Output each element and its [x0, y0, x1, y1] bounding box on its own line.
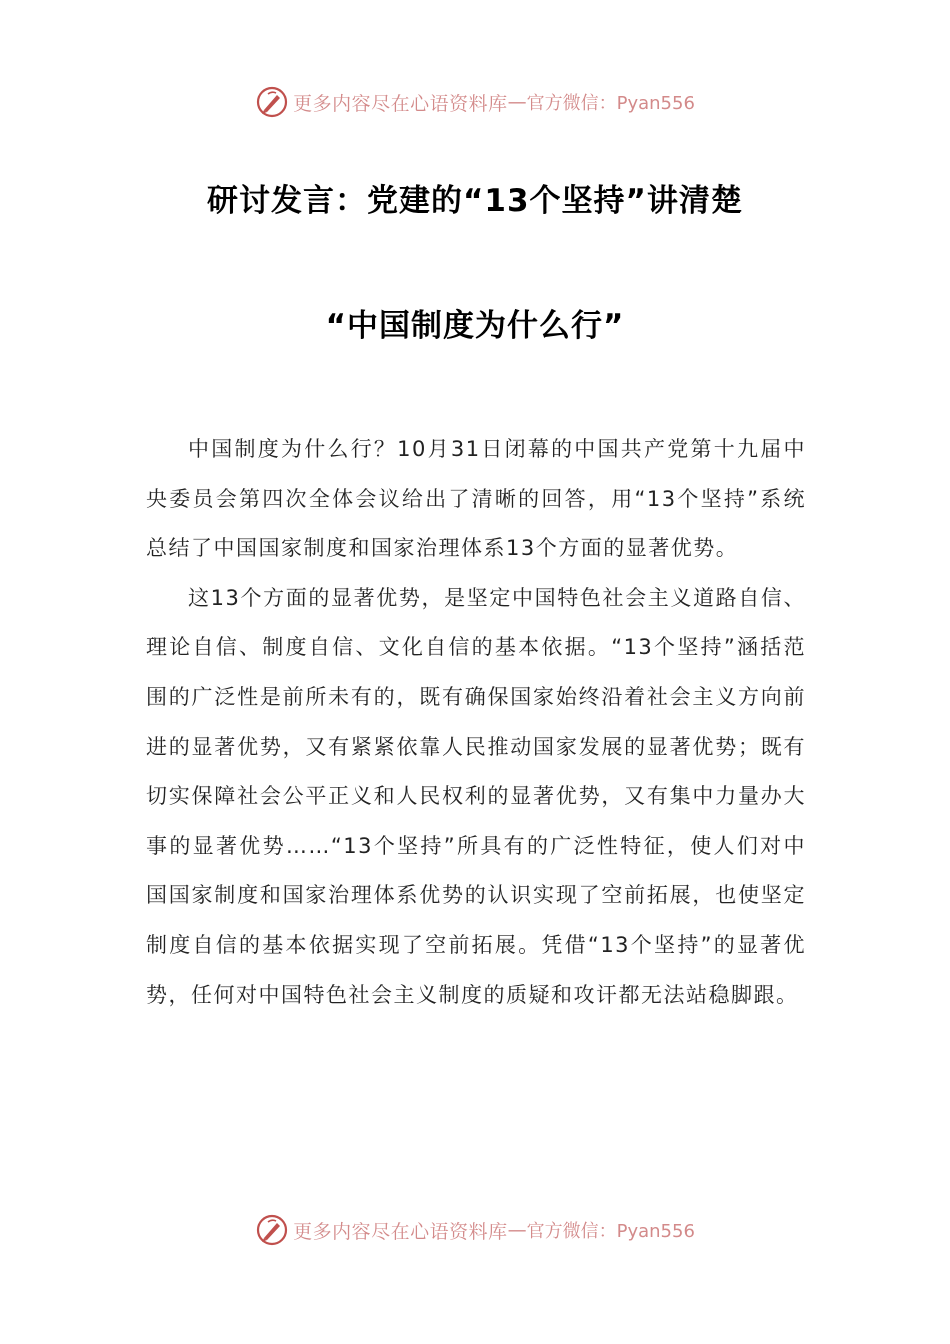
pen-nib-logo-icon: [255, 85, 289, 119]
header-banner: [0, 82, 950, 122]
document-title-line1: 研讨发言：党建的“13个坚持”讲清楚: [207, 183, 743, 219]
body-paragraph-1: 中国制度为什么行？10月31日闭幕的中国共产党第十九届中央委员会第四次全体会议给出了清晰的回答，用“13个坚持”系统总结了中国国家制度和国家治理体系13个方面的显著优势。: [146, 437, 806, 561]
footer-banner-separator: —: [507, 1219, 527, 1241]
header-banner-separator: —: [507, 91, 527, 113]
body-paragraph-2: 这13个方面的显著优势，是坚定中国特色社会主义道路自信、理论自信、制度自信、文化自信的基本依据。“13个坚持”涵括范围的广泛性是前所未有的，既有确保国家始终沿着社会主义方向前进的显著优势，又有紧紧依靠人民推动国家发展的显著优势；既有切实保障社会公平正义和人民权利的显著优势，又有集中力量办大事的显著优势……“13个坚持”所具有的广泛性特征，使人们对中国国家制度和国家治理体系优势的认识实现了空前拓展，也使坚定制度自信的基本依据实现了空前拓展。凭借“13个坚持”的显著优势，任何对中国特色社会主义制度的质疑和攻讦都无法站稳脚跟。: [146, 585, 806, 1007]
header-banner-contact: 官方微信：Pyan556: [526, 93, 695, 114]
footer-banner-contact: 官方微信：Pyan556: [526, 1221, 695, 1242]
pen-nib-logo-icon: [255, 1213, 289, 1247]
document-body: [146, 425, 806, 1020]
document-title-line2: “中国制度为什么行”: [325, 308, 625, 344]
header-banner-text: 更多内容尽在心语资料库: [293, 92, 508, 115]
footer-banner-text: 更多内容尽在心语资料库: [293, 1220, 508, 1243]
footer-banner: [0, 1210, 950, 1250]
